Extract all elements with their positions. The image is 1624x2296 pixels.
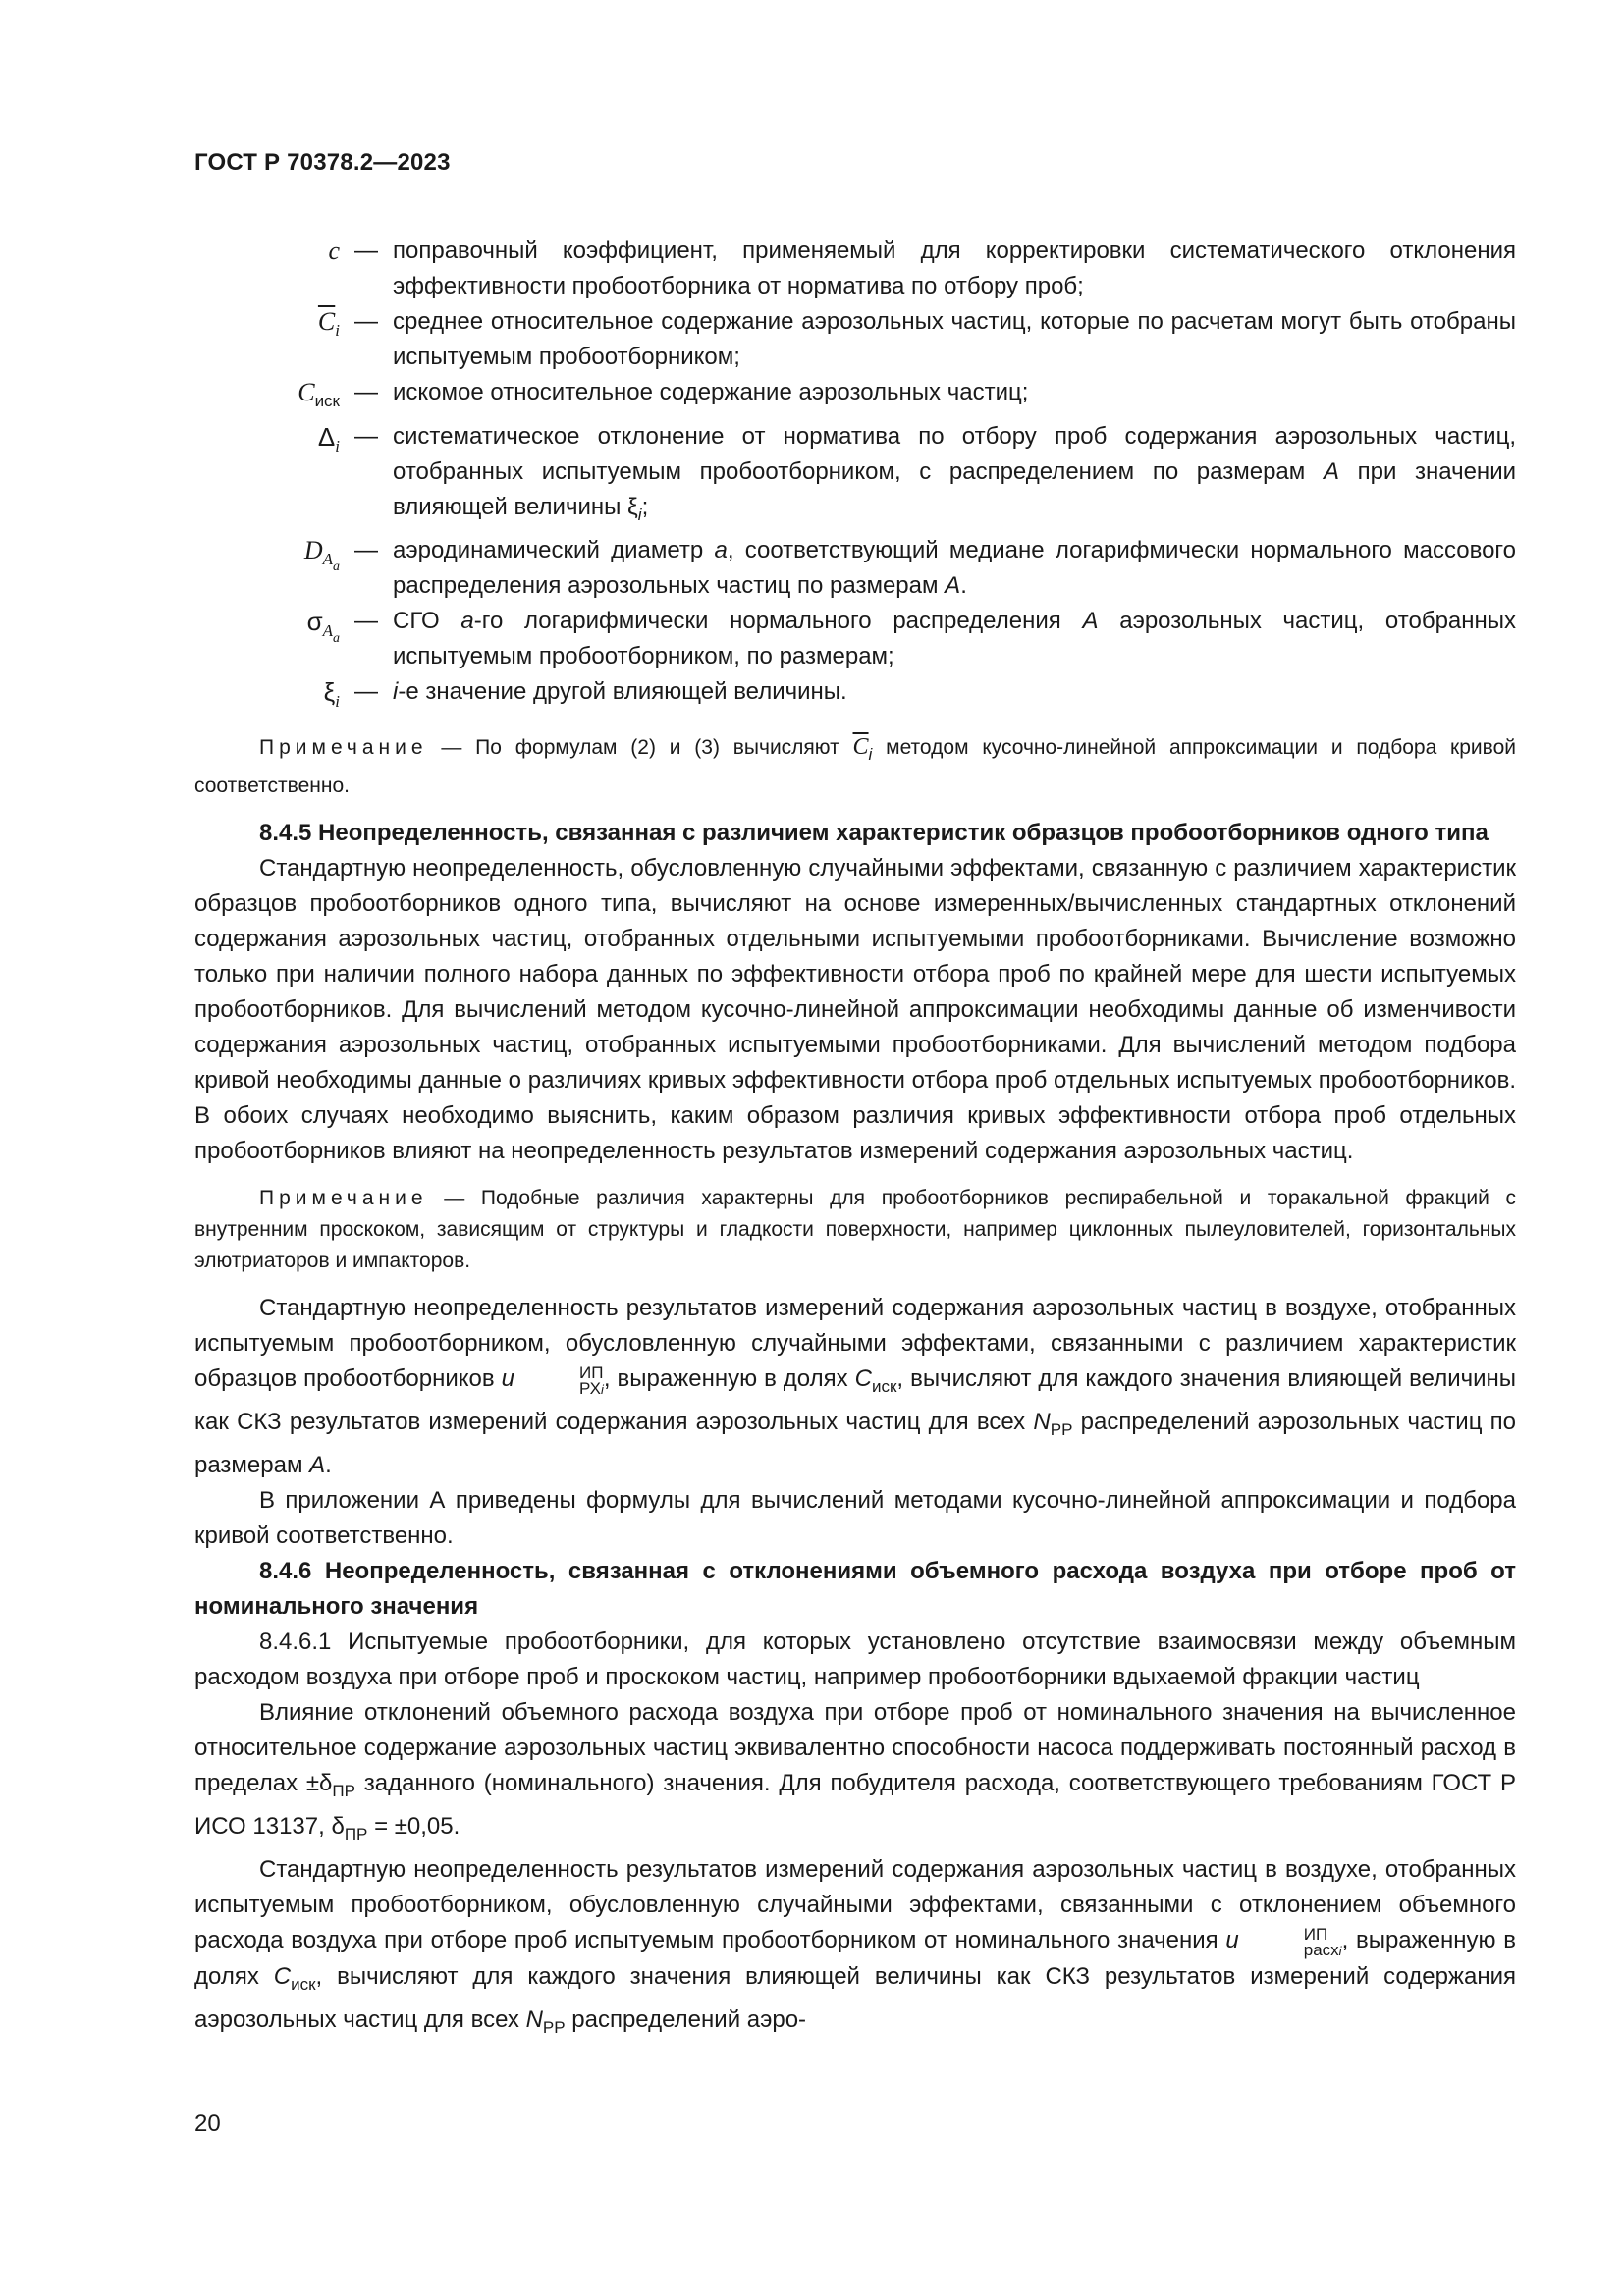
symbol-c-isk: $C_{иск}$ <box>298 378 340 410</box>
definition-dash: — <box>354 678 378 705</box>
definition-delta <box>194 419 1516 533</box>
symbol-definitions <box>194 234 1516 2046</box>
definition-c-isk <box>194 375 1516 419</box>
definition-dash: — <box>354 423 378 450</box>
definition-text: поправочный коэффициент, применяемый для корректировки систематического отклонения эффективности пробоотборника от норматива по отбору проб; <box>393 238 1516 299</box>
section-heading-8-4-5: 8.4.5 Неопределенность, связанная с различием характеристик образцов пробоотборников одного типа <box>259 820 1489 846</box>
symbol-delta: $\Delta_i$ <box>317 422 340 455</box>
definition-dash: — <box>354 308 378 335</box>
symbol-c: c <box>328 237 340 265</box>
document-header: ГОСТ Р 70378.2—2023 <box>194 149 451 176</box>
section-heading-8-4-6: 8.4.6 Неопределенность, связанная с отклонениями объемного расхода воздуха при отборе проб от номинального значения <box>194 1558 1516 1620</box>
definition-text: СГО a-го логарифмически нормального распределения A аэрозольных частиц, отобранных испытуемым пробоотборником, по размерам; <box>393 608 1517 669</box>
definition-dash: — <box>354 379 378 405</box>
definition-text: искомое относительное содержание аэрозольных частиц; <box>393 379 1029 405</box>
paragraph: 8.4.6.1 Испытуемые пробоотборники, для которых установлено отсутствие взаимосвязи между объемным расходом воздуха при отборе проб и проскоком частиц, например пробоотборники вдыхаемой фракции частиц <box>194 1629 1516 1690</box>
definition-c-mean <box>194 304 1516 375</box>
paragraph: Стандартную неопределенность результатов измерений содержания аэрозольных частиц в воздухе, отобранных испытуемым пробоотборником, обусловленную случайными эффектами, связанными с отклонением объемного расхода воздуха при отборе проб испытуемым пробоотборником от номинального значения u ИП расхi , выраженную в долях $C_{иск}$, вычисляют для каждого значения влияющей величины как СКЗ результатов измерений содержания аэрозольных частиц для всех $N_{PP}$ распределений аэро- <box>194 1856 1517 2037</box>
definition-text: среднее относительное содержание аэрозольных частиц, которые по расчетам могут быть отобраны испытуемым пробоотборником; <box>393 308 1516 370</box>
definition-text: систематическое отклонение от норматива по отбору проб содержания аэрозольных частиц, отобранных испытуемым пробоотборником, с распределением по размерам A при значении влияющей величины $\xi_i$; <box>393 423 1517 524</box>
definition-dash: — <box>354 608 378 634</box>
definition-text: аэродинамический диаметр a, соответствующий медиане логарифмически нормального массового распределения аэрозольных частиц по размерам A. <box>393 537 1516 599</box>
symbol-c-mean: $\overline{C}_i$ <box>317 307 340 340</box>
definition-sigma <box>194 604 1516 674</box>
definition-d-aerodynamic <box>194 533 1516 604</box>
paragraph: Стандартную неопределенность результатов измерений содержания аэрозольных частиц в воздухе, отобранных испытуемым пробоотборником, обусловленную случайными эффектами, связанными с различием характеристик образцов пробоотборников u ИП РХi , выраженную в долях $C_{иск}$, вычисляют для каждого значения влияющей величины как СКЗ результатов измерений содержания аэрозольных частиц для всех $N_{PP}$ распределений аэрозольных частиц по размерам A. <box>194 1295 1517 1478</box>
page-number: 20 <box>194 2110 221 2137</box>
paragraph: В приложении А приведены формулы для вычислений методами кусочно-линейной аппроксимации и подбора кривой соответственно. <box>194 1487 1516 1549</box>
definition-c <box>194 234 1516 304</box>
paragraph: Влияние отклонений объемного расхода воздуха при отборе проб от номинального значения на вычисленное относительное содержание аэрозольных частиц эквивалентно способности насоса поддерживать постоянный расход в пределах $\pm\delta_{ПР}$ заданного (номинального) значения. Для побудителя расхода, соответствующего требованиям ГОСТ Р ИСО 13137, $\delta_{ПР} = \pm 0,05$. <box>194 1699 1516 1843</box>
note-differences: Примечание — Подобные различия характерны для пробоотборников респирабельной и торакальной фракций с внутренним проскоком, зависящим от структуры и гладкости поверхности, например циклонных пылеуловителей, горизонтальных элютриаторов и импакторов. <box>194 1187 1516 1272</box>
note-formulas: Примечание — По формулам (2) и (3) вычисляют $\overline{C}_i$ методом кусочно-линейной аппроксимации и подбора кривой соответственно. <box>194 734 1516 797</box>
symbol-xi: $\xi_i$ <box>323 677 340 711</box>
symbol-d-aa: $D_{Aa}$ <box>303 536 340 574</box>
definition-xi <box>194 674 1516 720</box>
paragraph: Стандартную неопределенность, обусловленную случайными эффектами, связанную с различием характеристик образцов пробоотборников одного типа, вычисляют на основе измеренных/вычисленных стандартных отклонений содержания аэрозольных частиц, отобранных отдельными испытуемыми пробоотборниками. Вычисление возможно только при наличии полного набора данных по эффективности отбора проб по крайней мере для шести испытуемых пробоотборников. Для вычислений методом кусочно-линейной аппроксимации необходимы данные об изменчивости содержания аэрозольных частиц, отобранных испытуемыми пробоотборниками. Для вычислений методом подбора кривой необходимы данные о различиях кривых эффективности отбора проб отдельных испытуемых пробоотборников. В обоих случаях необходимо выяснить, каким образом различия кривых эффективности отбора проб отдельных пробоотборников влияют на неопределенность результатов измерений содержания аэрозольных частиц. <box>194 855 1516 1164</box>
symbol-sigma-aa: $\sigma_{Aa}$ <box>306 607 340 646</box>
definition-dash: — <box>354 238 378 264</box>
definition-text: i-е значение другой влияющей величины. <box>393 678 847 705</box>
definition-dash: — <box>354 537 378 563</box>
